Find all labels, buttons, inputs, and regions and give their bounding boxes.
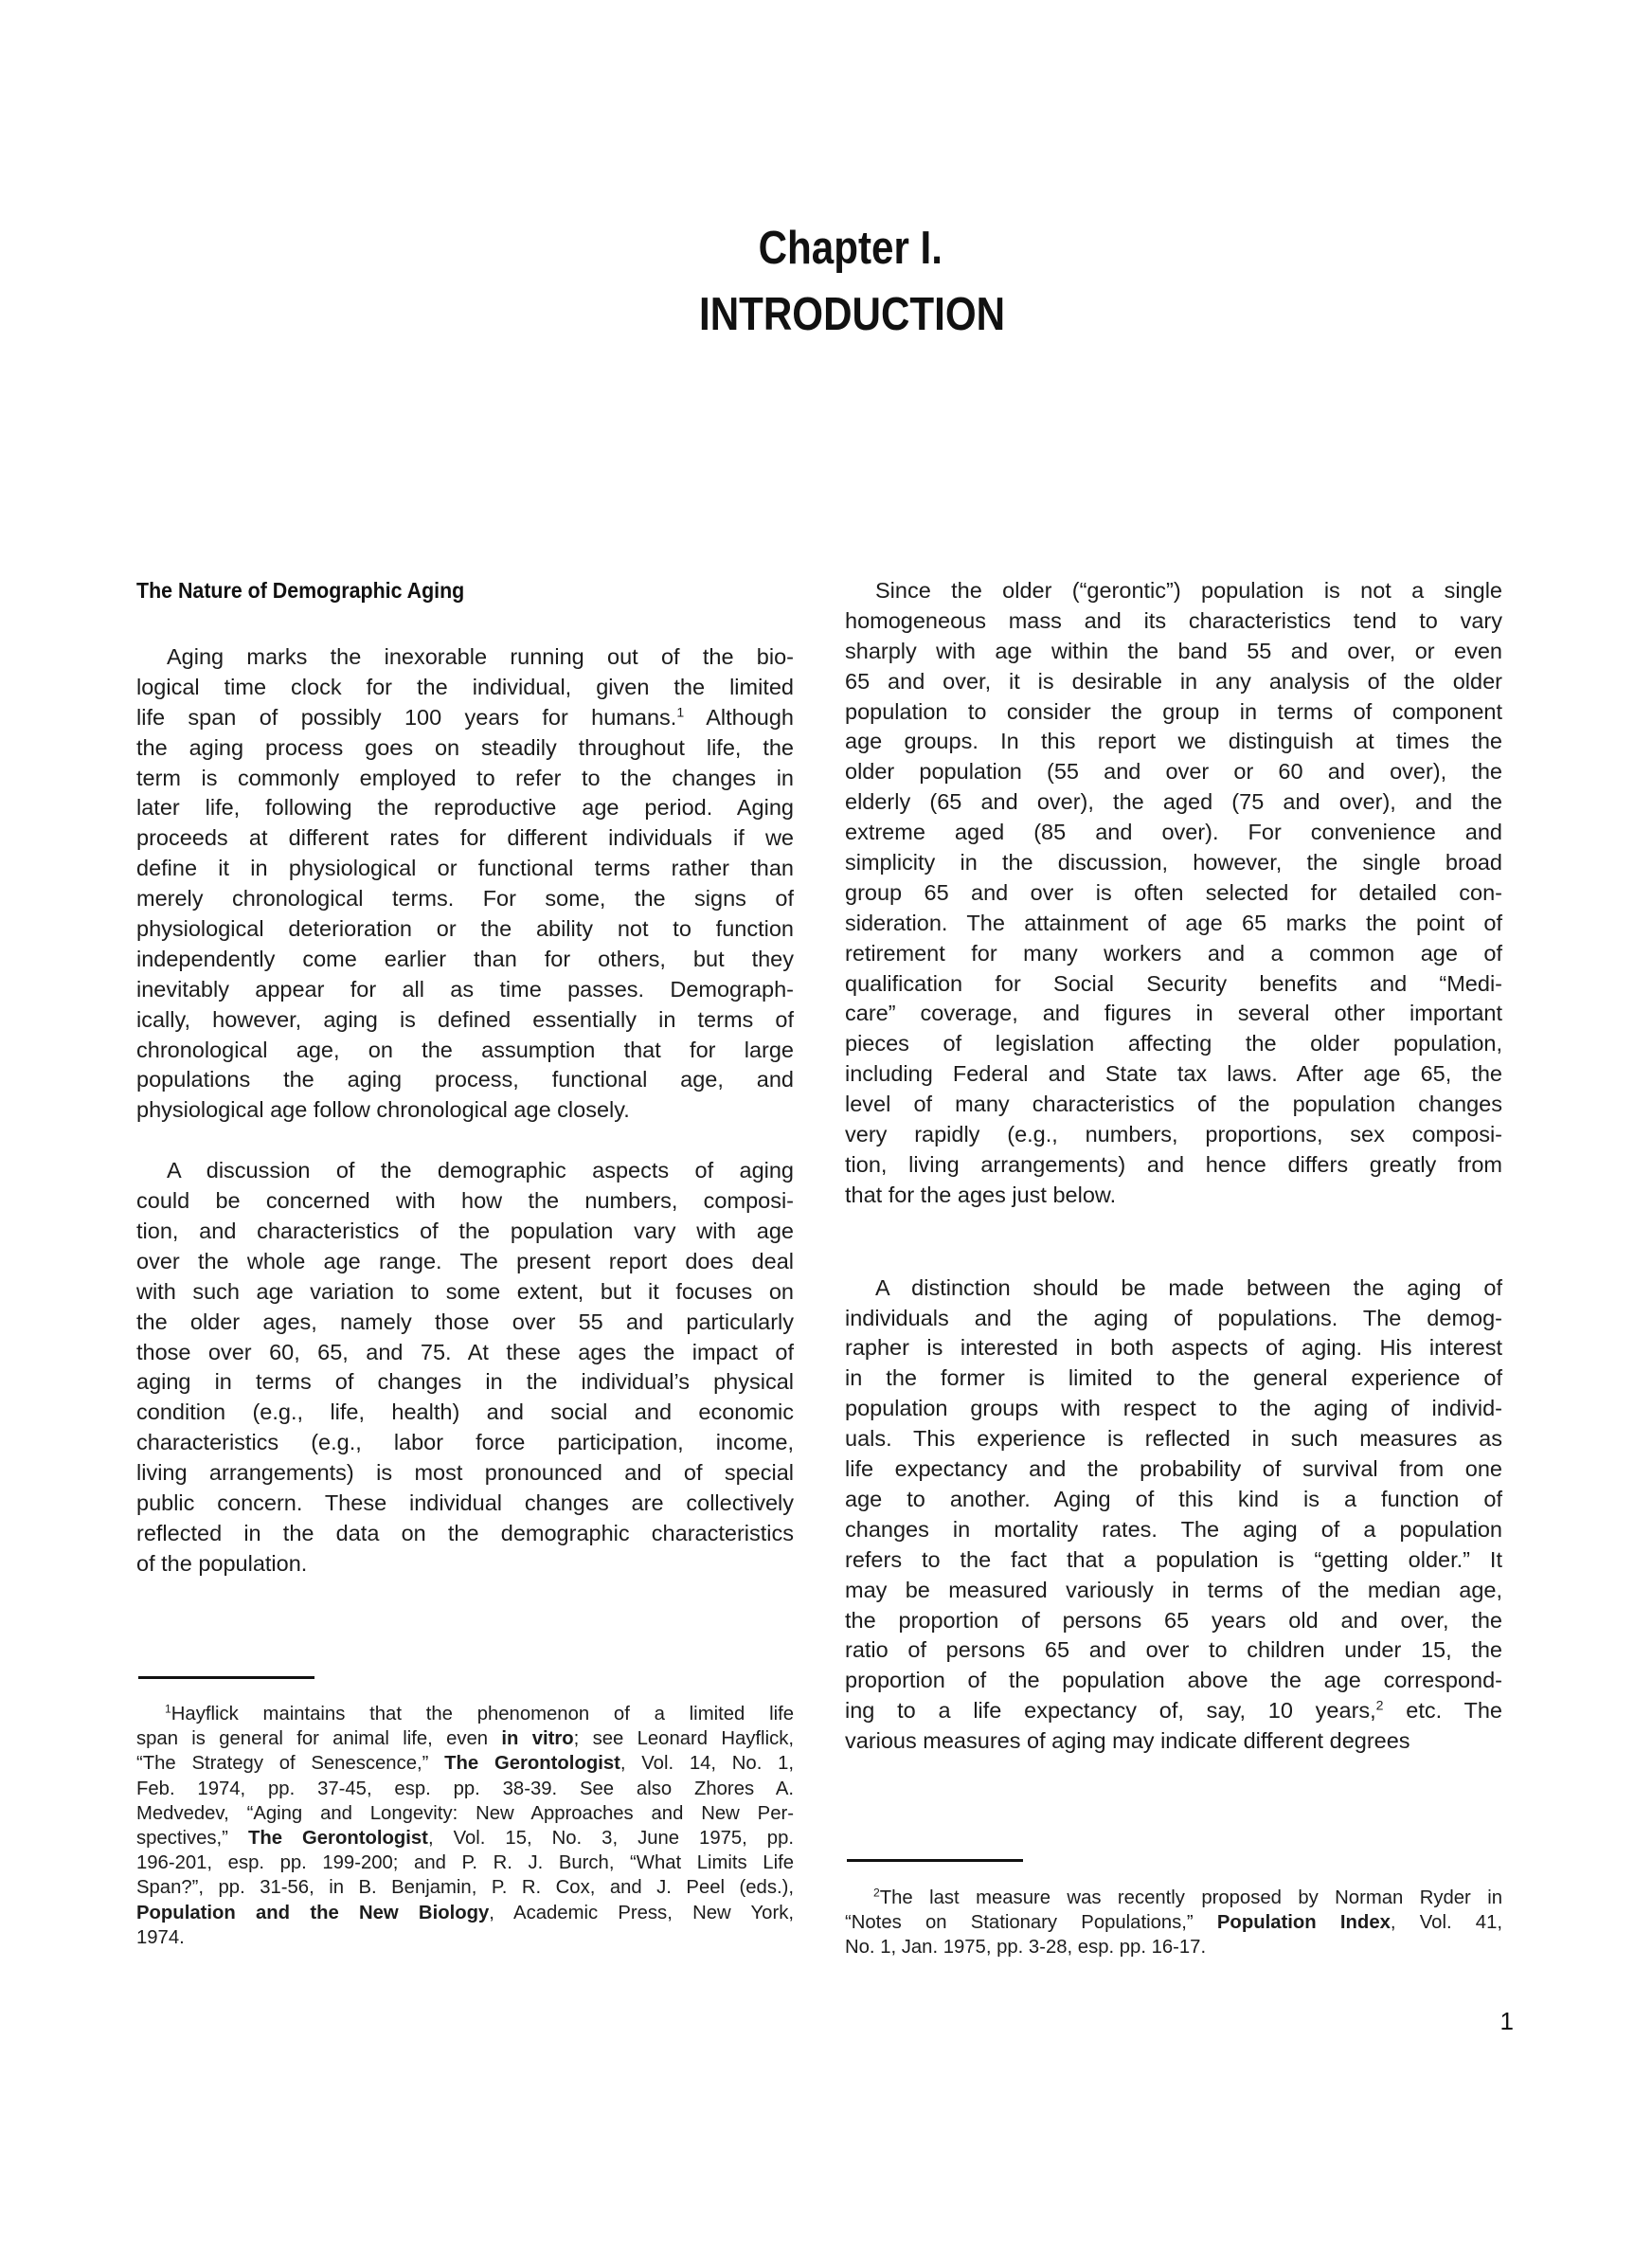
text-line: [845, 787, 1502, 818]
bold-text: Population and the New Biology: [136, 1902, 490, 1923]
text-run: Feb. 1974, pp. 37-45, esp. pp. 38-39. See also Zhores A.: [136, 1778, 794, 1799]
text-line: [845, 939, 1502, 969]
text-run: may be measured variously in terms of the median age,: [845, 1577, 1502, 1602]
footnote-marker: 1: [165, 1702, 171, 1716]
text-line: [845, 969, 1502, 1000]
text-line: [136, 1277, 794, 1308]
text-line: [136, 1826, 794, 1851]
text-run: level of many characteristics of the population changes: [845, 1092, 1502, 1117]
text-run: etc. The: [1383, 1698, 1502, 1724]
text-run: spectives,”: [136, 1827, 248, 1849]
text-line: [845, 1059, 1502, 1090]
footnote-separator-rule: [138, 1676, 314, 1679]
text-line: [136, 884, 794, 914]
text-run: sideration. The attainment of age 65 marks the point of: [845, 910, 1502, 935]
text-line: [845, 1886, 1502, 1910]
body-paragraph: [845, 1273, 1502, 1757]
text-line: [136, 1156, 794, 1186]
text-run: various measures of aging may indicate different degrees: [845, 1728, 1410, 1754]
text-run: retirement for many workers and a common age of: [845, 940, 1502, 966]
text-run: proceeds at different rates for different individuals if we: [136, 825, 794, 851]
text-run: Since the older (“gerontic”) population is not a single: [875, 578, 1502, 603]
text-line: [136, 1851, 794, 1875]
text-line: [136, 1308, 794, 1338]
text-line: [136, 854, 794, 884]
text-run: condition (e.g., life, health) and social and economic: [136, 1399, 794, 1425]
text-run: chronological age, on the assumption that for large: [136, 1037, 794, 1062]
text-line: [845, 999, 1502, 1029]
text-run: public concern. These individual changes are collectively: [136, 1490, 794, 1516]
text-run: Aging marks the inexorable running out of the bio-: [167, 644, 794, 669]
text-line: [845, 1666, 1502, 1696]
text-line: [845, 1394, 1502, 1424]
text-line: [136, 823, 794, 854]
text-line: [136, 1428, 794, 1458]
text-run: ratio of persons 65 and over to children under 15, the: [845, 1637, 1502, 1663]
text-run: including Federal and State tax laws. After age 65, the: [845, 1061, 1502, 1087]
text-run: populations the aging process, functional age, and: [136, 1067, 794, 1092]
text-line: [136, 1036, 794, 1066]
text-line: [136, 1726, 794, 1751]
text-run: extreme aged (85 and over). For convenience and: [845, 820, 1502, 845]
text-run: refers to the fact that a population is “getting older.” It: [845, 1546, 1502, 1572]
text-run: , Vol. 14, No. 1,: [620, 1753, 794, 1775]
text-run: in the former is limited to the general experience of: [845, 1365, 1502, 1391]
bold-text: The Gerontologist: [444, 1753, 620, 1775]
text-line: [845, 909, 1502, 939]
text-line: [136, 764, 794, 794]
text-line: [136, 1801, 794, 1826]
text-run: physiological deterioration or the ability not to function: [136, 916, 794, 942]
text-run: reflected in the data on the demographic characteristics: [136, 1520, 794, 1545]
text-run: elderly (65 and over), the aged (75 and over), and the: [845, 789, 1502, 815]
text-line: [845, 1150, 1502, 1181]
text-run: proportion of the population above the age correspond-: [845, 1668, 1502, 1693]
text-run: qualification for Social Security benefits and “Medi-: [845, 970, 1502, 996]
text-line: [845, 1273, 1502, 1304]
body-paragraph: [136, 1156, 794, 1579]
text-run: rapher is interested in both aspects of aging. His interest: [845, 1335, 1502, 1361]
text-line: [845, 1304, 1502, 1334]
text-run: inevitably appear for all as time passes. Demograph-: [136, 976, 794, 1002]
text-run: the proportion of persons 65 years old and over, the: [845, 1607, 1502, 1633]
text-run: A distinction should be made between the aging of: [875, 1274, 1502, 1300]
text-run: uals. This experience is reflected in such measures as: [845, 1426, 1502, 1452]
text-run: the aging process goes on steadily throughout life, the: [136, 734, 794, 760]
page-number: 1: [1499, 2007, 1514, 2035]
body-paragraph: [845, 576, 1502, 1211]
text-line: [136, 975, 794, 1005]
text-line: [845, 697, 1502, 728]
text-run: with such age variation to some extent, but it focuses on: [136, 1278, 794, 1304]
text-line: [845, 1635, 1502, 1666]
text-run: could be concerned with how the numbers, composi-: [136, 1188, 794, 1214]
text-run: tion, living arrangements) and hence differs greatly from: [845, 1151, 1502, 1177]
text-line: [136, 1489, 794, 1519]
text-line: [136, 1186, 794, 1217]
text-run: merely chronological terms. For some, the signs of: [136, 886, 794, 912]
text-run: later life, following the reproductive age period. Aging: [136, 795, 794, 821]
text-line: [136, 1751, 794, 1776]
text-run: Although: [684, 704, 794, 730]
text-line: [136, 1095, 794, 1126]
bold-text: The Gerontologist: [247, 1827, 428, 1849]
text-line: [136, 1549, 794, 1580]
text-run: group 65 and over is often selected for detailed con-: [845, 879, 1502, 905]
text-line: [845, 1090, 1502, 1120]
text-line: [136, 945, 794, 975]
bold-text: in vitro: [501, 1728, 574, 1750]
text-line: [845, 1454, 1502, 1485]
footnote-marker: 1: [676, 704, 685, 720]
text-run: aging in terms of changes in the individual’s physical: [136, 1369, 794, 1395]
text-run: changes in mortality rates. The aging of a population: [845, 1516, 1502, 1542]
text-run: living arrangements) is most pronounced and of special: [136, 1460, 794, 1486]
text-run: A discussion of the demographic aspects of aging: [167, 1158, 794, 1183]
text-run: over the whole age range. The present report does deal: [136, 1248, 794, 1273]
text-run: those over 60, 65, and 75. At these ages the impact of: [136, 1339, 794, 1364]
text-line: [136, 1925, 794, 1950]
text-line: [845, 1696, 1502, 1726]
text-run: age to another. Aging of this kind is a function of: [845, 1486, 1502, 1511]
text-line: [136, 1247, 794, 1277]
text-run: term is commonly employed to refer to the changes in: [136, 765, 794, 790]
text-line: [845, 1545, 1502, 1576]
text-line: [136, 1519, 794, 1549]
text-run: tion, and characteristics of the population vary with age: [136, 1219, 794, 1244]
text-line: [845, 667, 1502, 697]
text-line: [845, 1333, 1502, 1363]
left-column: [136, 576, 794, 1580]
text-line: [845, 1726, 1502, 1757]
footnote-marker: 2: [873, 1886, 880, 1900]
text-run: characteristics (e.g., labor force participation, income,: [136, 1430, 794, 1455]
text-line: [845, 818, 1502, 848]
text-line: [136, 793, 794, 823]
text-run: physiological age follow chronological age closely.: [136, 1097, 630, 1123]
text-line: [845, 727, 1502, 757]
text-run: life expectancy and the probability of survival from one: [845, 1456, 1502, 1482]
text-run: “Notes on Stationary Populations,”: [845, 1912, 1217, 1934]
text-run: No. 1, Jan. 1975, pp. 3-28, esp. pp. 16-17.: [845, 1937, 1207, 1959]
text-run: , Academic Press, New York,: [489, 1902, 794, 1923]
text-run: “The Strategy of Senescence,”: [136, 1753, 445, 1775]
text-run: ing to a life expectancy of, say, 10 years,: [845, 1698, 1376, 1724]
text-run: very rapidly (e.g., numbers, proportions, sex composi-: [845, 1122, 1502, 1147]
bold-text: Population Index: [1216, 1912, 1391, 1934]
text-run: individuals and the aging of populations. The demog-: [845, 1305, 1502, 1330]
text-line: [845, 1485, 1502, 1515]
text-line: [845, 637, 1502, 667]
text-run: that for the ages just below.: [845, 1182, 1117, 1207]
text-run: simplicity in the discussion, however, the single broad: [845, 850, 1502, 876]
chapter-title: INTRODUCTION: [698, 289, 1006, 340]
text-run: homogeneous mass and its characteristics tend to vary: [845, 607, 1502, 633]
text-run: population to consider the group in terms of component: [845, 698, 1502, 724]
text-run: Medvedev, “Aging and Longevity: New Approaches and New Per-: [136, 1802, 794, 1824]
text-run: of the population.: [136, 1550, 308, 1576]
text-line: [845, 1029, 1502, 1059]
text-line: [845, 606, 1502, 637]
text-run: the older ages, namely those over 55 and particularly: [136, 1309, 794, 1334]
text-run: ; see Leonard Hayflick,: [573, 1728, 794, 1750]
text-line: [845, 1120, 1502, 1150]
text-run: define it in physiological or functional terms rather than: [136, 856, 794, 881]
text-run: older population (55 and over or 60 and over), the: [845, 759, 1502, 785]
text-run: , Vol. 15, No. 3, June 1975, pp.: [427, 1827, 794, 1849]
text-line: [136, 1777, 794, 1801]
text-line: [845, 1363, 1502, 1394]
text-run: Span?”, pp. 31-56, in B. Benjamin, P. R. Cox, and J. Peel (eds.),: [136, 1877, 794, 1899]
text-line: [845, 1910, 1502, 1935]
text-run: Hayflick maintains that the phenomenon of a limited life: [171, 1704, 794, 1724]
text-run: care” coverage, and figures in several other important: [845, 1001, 1502, 1026]
text-line: [845, 757, 1502, 787]
right-column: [845, 576, 1502, 1757]
text-line: [136, 642, 794, 673]
text-line: [136, 1702, 794, 1726]
text-line: [136, 1367, 794, 1398]
text-run: independently come earlier than for others, but they: [136, 946, 794, 971]
text-run: 196-201, esp. pp. 199-200; and P. R. J. Burch, “What Limits Life: [136, 1852, 794, 1874]
text-run: life span of possibly 100 years for humans.: [136, 704, 677, 730]
body-paragraph: [136, 642, 794, 1126]
footnote-separator-rule: [847, 1859, 1023, 1862]
text-line: [136, 703, 794, 733]
text-line: [136, 1458, 794, 1489]
text-line: [136, 1217, 794, 1247]
footnote-marker: 2: [1375, 1697, 1384, 1713]
text-line: [136, 733, 794, 764]
text-line: [845, 1935, 1502, 1959]
footnote-2: [845, 1886, 1502, 1960]
text-run: sharply with age within the band 55 and over, or even: [845, 638, 1502, 663]
text-line: [845, 878, 1502, 909]
text-run: 65 and over, it is desirable in any analysis of the older: [845, 668, 1502, 694]
text-line: [845, 1424, 1502, 1454]
text-line: [136, 914, 794, 945]
text-line: [845, 848, 1502, 878]
text-line: [845, 576, 1502, 606]
text-line: [136, 1005, 794, 1036]
text-line: [845, 1606, 1502, 1636]
text-line: [136, 1065, 794, 1095]
text-run: 1974.: [136, 1926, 185, 1948]
text-line: [136, 1398, 794, 1428]
text-line: [845, 1181, 1502, 1211]
text-line: [136, 1338, 794, 1368]
text-line: [845, 1576, 1502, 1606]
text-line: [136, 1901, 794, 1925]
text-run: The last measure was recently proposed by Norman Ryder in: [879, 1887, 1502, 1908]
text-run: span is general for animal life, even: [136, 1728, 502, 1750]
text-line: [845, 1515, 1502, 1545]
text-run: population groups with respect to the aging of individ-: [845, 1396, 1502, 1421]
text-line: [136, 673, 794, 703]
text-run: ically, however, aging is defined essentially in terms of: [136, 1006, 794, 1032]
text-run: age groups. In this report we distinguish at times the: [845, 729, 1502, 754]
chapter-label: Chapter I.: [758, 223, 943, 274]
text-run: pieces of legislation affecting the older population,: [845, 1031, 1502, 1056]
footnote-1: [136, 1702, 794, 1950]
text-line: [136, 1875, 794, 1900]
section-heading: The Nature of Demographic Aging: [136, 578, 465, 603]
text-run: , Vol. 41,: [1390, 1912, 1502, 1934]
text-run: logical time clock for the individual, given the limited: [136, 674, 794, 699]
